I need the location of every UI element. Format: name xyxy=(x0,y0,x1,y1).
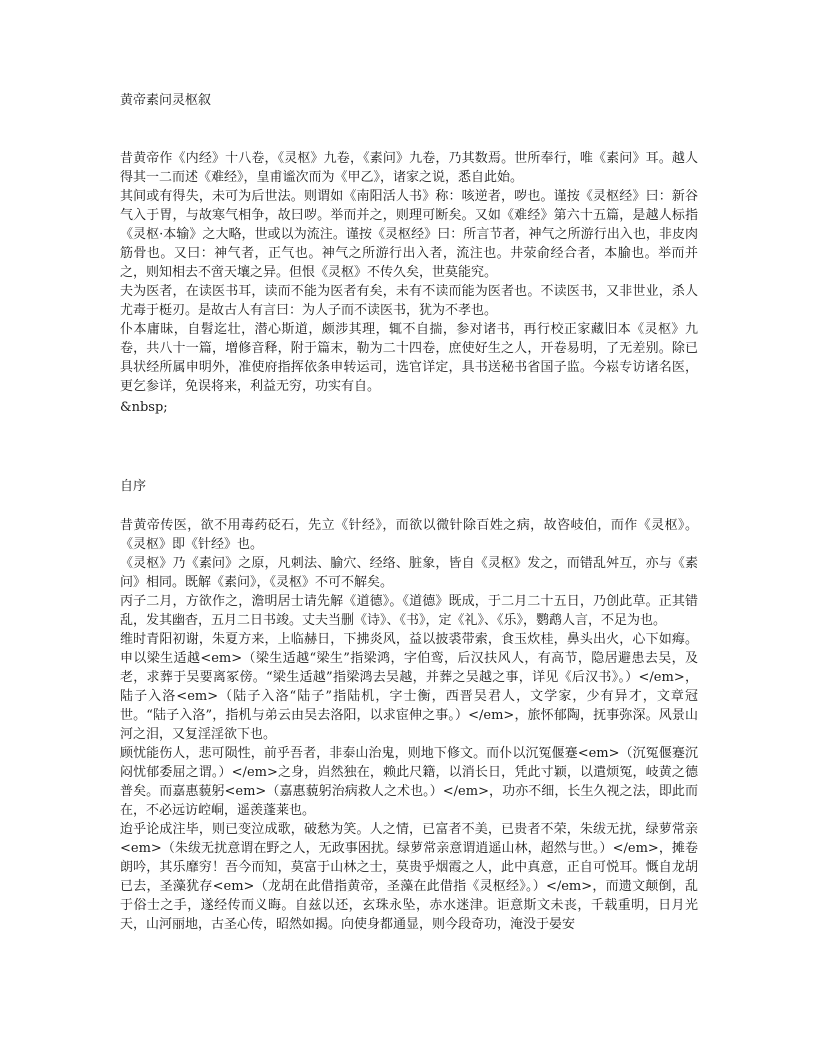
self-preface-paragraph-6: 迨乎论成注毕，则已变泣成歌，破愁为笑。人之情，已富者不美，已贵者不荣，朱绂无扰，绿萝常亲<em>（朱绂无扰意谓在野之人，无政事困扰。绿萝常亲意谓逍遥山林，超然与世。）</em>，摊卷朗吟，其乐靡穷！吾今而知，莫富于山林之士，莫贵乎烟霞之人，此中真意，正自可悦耳。慨自龙胡已去，圣藻犹存<em>（龙胡在此借指黄帝，圣藻在此借指《灵枢经》。）</em>，而遗文颠倒，乱于俗士之手，遂经传而义晦。自兹以还，玄珠永坠，赤水迷津。讵意斯文未丧，千载重明，日月光天，山河丽地，古圣心传，昭然如揭。向使身都通显，则今段奇功，淹没于晏安 xyxy=(120,822,698,932)
self-preface-paragraph-2: 《灵枢》乃《素问》之原，凡刺法、腧穴、经络、脏象，皆自《灵枢》发之，而错乱舛互，亦与《素问》相同。既解《素问》，《灵枢》不可不解矣。 xyxy=(120,556,698,590)
preface-paragraph-1: 昔黄帝作《内经》十八卷，《灵枢》九卷，《素问》九卷，乃其数焉。世所奉行，唯《素问》耳。越人得其一二而述《难经》，皇甫谧次而为《甲乙》，诸家之说，悉自此始。 xyxy=(120,151,698,185)
preface-paragraph-3: 夫为医者，在读医书耳，读而不能为医者有矣，未有不读而能为医者也。不读医书，又非世业，杀人尤毒于梃刃。是故古人有言曰：为人子而不读医书，犹为不孝也。 xyxy=(120,284,698,318)
nbsp-text: &nbsp; xyxy=(120,400,168,415)
preface-title: 黄帝素问灵枢叙 xyxy=(120,93,212,108)
preface-body xyxy=(120,149,698,396)
self-preface-paragraph-1: 昔黄帝传医，欲不用毒药砭石，先立《针经》，而欲以微针除百姓之病，故咨岐伯，而作《灵枢》。《灵枢》即《针经》也。 xyxy=(120,518,698,552)
preface-paragraph-2: 其间或有得失，未可为后世法。则谓如《南阳活人书》称：咳逆者，哕也。谨按《灵枢经》曰：新谷气入于胃，与故寒气相争，故曰哕。举而并之，则理可断矣。又如《难经》第六十五篇，是越人标指《灵枢·本输》之大略，世或以为流注。谨按《灵枢经》曰：所言节者，神气之所游行出入也，非皮肉筋骨也。又曰：神气者，正气也。神气之所游行出入者，流注也。井荥俞经合者，本腧也。举而并之，则知相去不啻天壤之异。但恨《灵枢》不传久矣，世莫能究。 xyxy=(120,189,698,280)
self-preface-paragraph-5: 顾忧能伤人，悲可陨性，前乎吾者，非泰山治鬼，则地下修文。而仆以沉冤偃蹇<em>（沉冤偃蹇沉闷忧郁委屈之谓。）</em>之身，岿然独在，赖此尺籍，以消长日，凭此寸颖，以遣烦冤，岐黄之德普矣。而嘉惠藐躬<em>（嘉惠藐躬治病救人之术也。）</em>，功亦不细，长生久视之法，即此而在，不必远访崆峒，遥羡蓬莱也。 xyxy=(120,746,698,818)
self-preface-paragraph-4: 维时青阳初谢，朱夏方来，上临赫日，下拂炎风，益以披裘带索，食玉炊桂，鼻头出火，心下如痗。申以梁生适越<em>（梁生适越“梁生”指梁鸿，字伯鸾，后汉扶风人，有高节，隐居避患去吴，及老，求葬于吴要离冢傍。“梁生适越”指梁鸿去吴越，并葬之吴越之事，详见《后汉书》。）</em>，陆子入洛<em>（陆子入洛“陆子”指陆机，字士衡，西晋吴君人，文学家，少有异才，文章冠世。“陆子入洛”，指机与弟云由吴去洛阳，以求宦伸之事。）</em>，旅怀郁陶，抚事弥深。风景山河之泪，又复淫淫欲下也。 xyxy=(120,632,698,742)
self-preface-paragraph-3: 丙子二月，方欲作之，澹明居士请先解《道德》。《道德》既成，于二月二十五日，乃创此草。正其错乱，发其幽杳，五月二日书竣。丈夫当删《诗》、《书》，定《礼》、《乐》，鹦鹉人言，不足为也。 xyxy=(120,594,698,628)
self-preface-body xyxy=(120,516,698,934)
self-preface-title: 自序 xyxy=(120,479,147,494)
preface-paragraph-4: 仆本庸昧，自髫迄壮，潜心斯道，颇涉其理，辄不自揣，参对诸书，再行校正家藏旧本《灵枢》九卷，共八十一篇，增修音释，附于篇末，勒为二十四卷，庶使好生之人，开卷易明，了无差别。除已具状经所属申明外，准使府指挥依条申转运司，选官详定，具书送秘书省国子监。今崧专访诸名医，更乞参详，免误将来，利益无穷，功实有自。 xyxy=(120,322,698,394)
